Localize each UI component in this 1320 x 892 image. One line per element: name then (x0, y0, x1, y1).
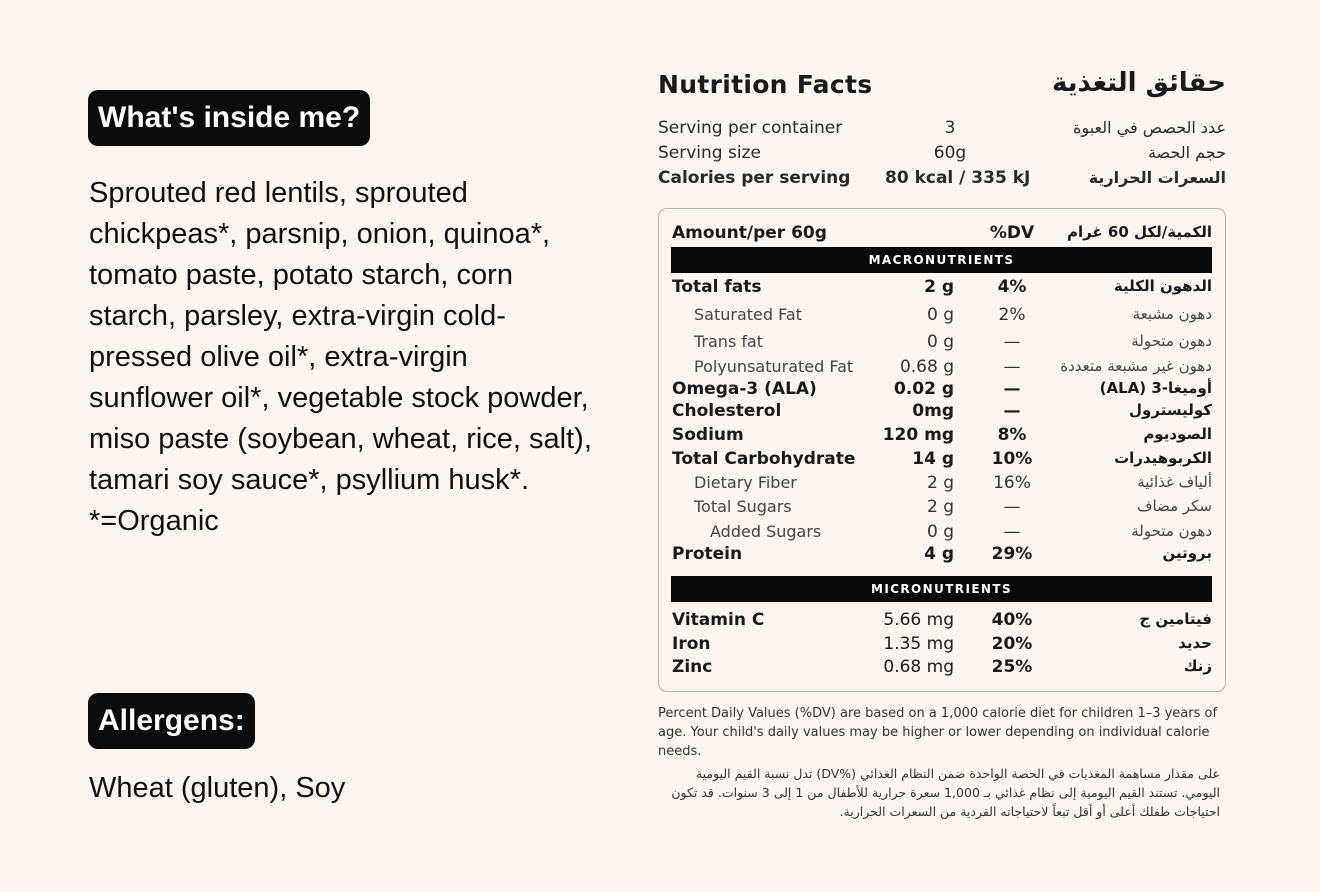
table-row (672, 473, 1212, 496)
nutrient-amount: 0.02 g (893, 379, 954, 399)
nutrition-title-arabic: حقائق التغذية (1052, 68, 1226, 98)
nutrient-amount: 0mg (912, 401, 954, 421)
nutrient-label-arabic: دهون متحولة (1131, 522, 1212, 540)
nutrient-dv: 10% (991, 449, 1033, 469)
nutrient-amount: 5.66 mg (883, 610, 954, 630)
nutrition-title: Nutrition Facts (658, 70, 873, 99)
table-row (672, 497, 1212, 520)
nutrient-label-arabic: دهون مشبعة (1132, 305, 1212, 323)
nutrient-label-arabic: كوليسترول (1129, 401, 1212, 419)
ingredients-line: starch, parsley, extra-virgin cold- (89, 300, 506, 332)
calories-row (658, 168, 1226, 193)
nutrient-amount: 4 g (924, 544, 954, 564)
nutrient-dv: 4% (997, 277, 1027, 297)
nutrient-label-arabic: الصوديوم (1143, 425, 1212, 443)
nutrient-amount: 2 g (926, 497, 954, 517)
table-row (672, 277, 1212, 300)
serving-label-arabic: حجم الحصة (1147, 143, 1226, 162)
serving-label: Serving per container (658, 118, 843, 138)
nutrient-amount: 0.68 mg (883, 657, 954, 677)
table-header-row (672, 223, 1212, 246)
table-row (672, 522, 1212, 545)
dv-header: %DV (989, 223, 1035, 243)
nutrient-label: Saturated Fat (694, 305, 802, 324)
organic-note: *=Organic (89, 505, 219, 537)
table-row (672, 425, 1212, 448)
nutrient-label: Total Sugars (694, 497, 792, 516)
nutrient-dv: 8% (997, 425, 1027, 445)
serving-label: Serving size (658, 143, 761, 163)
nutrient-label-arabic: حديد (1178, 634, 1212, 652)
allergens-heading: Allergens: (88, 693, 255, 749)
nutrient-label: Total fats (672, 277, 762, 297)
ingredients-line: pressed olive oil*, extra-virgin (89, 341, 468, 373)
table-row (672, 449, 1212, 472)
ingredients-line: tamari soy sauce*, psyllium husk*. (89, 464, 529, 496)
nutrient-dv: — (1003, 401, 1021, 421)
amount-header: Amount/per 60g (672, 223, 827, 243)
ingredients-line: tomato paste, potato starch, corn (89, 259, 513, 291)
nutrient-label: Dietary Fiber (694, 473, 797, 492)
nutrient-amount: 0.68 g (899, 357, 954, 377)
table-row (672, 544, 1212, 567)
nutrient-label: Sodium (672, 425, 744, 445)
nutrient-label: Omega-3 (ALA) (672, 379, 817, 399)
nutrient-dv: 2% (998, 305, 1026, 325)
nutrient-label-arabic: أوميغا-3 (ALA) (1099, 379, 1212, 397)
nutrition-header (658, 66, 1226, 193)
nutrient-label: Iron (672, 634, 711, 654)
serving-label-arabic: السعرات الحرارية (1088, 168, 1226, 187)
nutrient-label: Cholesterol (672, 401, 782, 421)
ingredients-line: sunflower oil*, vegetable stock powder, (89, 382, 589, 414)
nutrient-label: Added Sugars (710, 522, 822, 541)
allergens-text: Wheat (gluten), Soy (89, 772, 346, 804)
nutrient-amount: 0 g (926, 522, 954, 542)
table-row (672, 610, 1212, 633)
table-row (672, 357, 1212, 380)
nutrient-amount: 120 mg (882, 425, 954, 445)
ingredients-line: miso paste (soybean, wheat, rice, salt), (89, 423, 592, 455)
nutrient-dv: 40% (991, 610, 1033, 630)
nutrient-dv: 20% (991, 634, 1033, 654)
serving-label-arabic: عدد الحصص في العبوة (1073, 118, 1226, 137)
table-row (672, 332, 1212, 355)
nutrient-dv: — (1003, 379, 1021, 399)
nutrient-dv: — (1003, 357, 1021, 377)
nutrient-amount: 0 g (926, 305, 954, 325)
nutrition-table (658, 208, 1226, 692)
amount-header-arabic: الكمية/لكل 60 غرام (1066, 223, 1212, 241)
nutrient-dv: — (1003, 522, 1021, 542)
macronutrients-bar: MACRONUTRIENTS (671, 247, 1212, 273)
serving-row (658, 143, 1226, 168)
nutrient-label-arabic: الكربوهيدرات (1114, 449, 1212, 467)
table-row (672, 379, 1212, 402)
serving-value: 80 kcal / 335 kJ (885, 168, 1031, 188)
nutrient-amount: 2 g (924, 277, 954, 297)
nutrient-label-arabic: سكر مضاف (1136, 497, 1212, 515)
nutrient-dv: 25% (991, 657, 1033, 677)
nutrient-label: Total Carbohydrate (672, 449, 856, 469)
nutrient-label-arabic: ألياف غذائية (1137, 473, 1212, 491)
table-row (672, 657, 1212, 680)
nutrient-amount: 14 g (912, 449, 954, 469)
serving-row (658, 118, 1226, 143)
footnote-english: Percent Daily Values (%DV) are based on a 1,000 calorie diet for children 1–3 years of age. Your child's daily values may be higher or lower depending on individual calorie needs. (658, 706, 1218, 759)
nutrient-label-arabic: زنك (1183, 657, 1212, 675)
nutrient-dv: — (1003, 332, 1021, 352)
nutrient-dv: — (1003, 497, 1021, 517)
table-row (672, 305, 1212, 328)
nutrient-label-arabic: فيتامين ج (1139, 610, 1212, 628)
nutrient-dv: 29% (991, 544, 1033, 564)
serving-label: Calories per serving (658, 168, 851, 188)
table-row (672, 401, 1212, 424)
nutrient-dv: 16% (993, 473, 1031, 493)
nutrient-label-arabic: بروتين (1162, 544, 1212, 562)
serving-value: 3 (944, 118, 956, 138)
ingredients-line: Sprouted red lentils, sprouted (89, 177, 468, 209)
nutrient-label: Polyunsaturated Fat (694, 357, 854, 376)
nutrient-amount: 2 g (926, 473, 954, 493)
nutrient-label: Vitamin C (672, 610, 765, 630)
serving-value: 60g (933, 143, 967, 163)
footnote-arabic: على مقدار مساهمة المغذيات في الحصة الواحدة ضمن النظام الغذائي (%DV) تدل نسبة القيم اليومية اليومي. تستند القيم اليومية إلى نظام غذائي بـ 1,000 سعرة حرارية للأطفال من 1 إلى 3 سنوات. قد تكون احتياجات طفلك أعلى أو أقل تبعاً لاحتياجاته الفردية من السعرات الحرارية. (671, 766, 1220, 819)
nutrient-label: Protein (672, 544, 743, 564)
nutrient-label-arabic: الدهون الكلية (1113, 277, 1212, 295)
ingredients-line: chickpeas*, parsnip, onion, quinoa*, (89, 218, 551, 250)
nutrient-amount: 0 g (926, 332, 954, 352)
nutrient-label-arabic: دهون غير مشبعة متعددة (1060, 357, 1212, 375)
ingredients-heading: What's inside me? (88, 90, 370, 146)
nutrient-label: Zinc (672, 657, 713, 677)
micronutrients-bar: MICRONUTRIENTS (671, 576, 1212, 602)
nutrient-label-arabic: دهون متحولة (1131, 332, 1212, 350)
nutrient-label: Trans fat (694, 332, 764, 351)
ingredients-list (89, 173, 592, 542)
nutrient-amount: 1.35 mg (883, 634, 954, 654)
table-row (672, 634, 1212, 657)
